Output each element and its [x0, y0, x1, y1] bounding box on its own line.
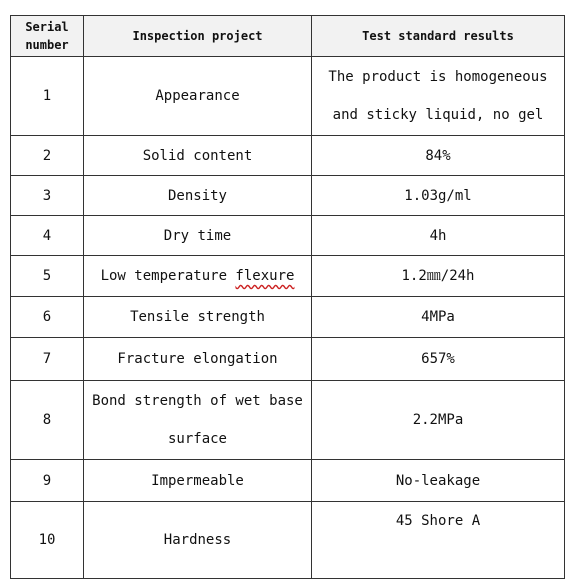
- serial-cell: 4: [11, 216, 84, 256]
- result-cell: The product is homogeneous and sticky liquid, no gel: [312, 57, 565, 136]
- table-row: [11, 136, 565, 176]
- table-row: [11, 460, 565, 502]
- project-cell: [84, 256, 312, 297]
- header-inspection-project: Inspection project: [84, 16, 312, 57]
- table-row: [11, 256, 565, 297]
- serial-cell: 10: [11, 502, 84, 579]
- table-row: [11, 502, 565, 579]
- project-cell: Hardness: [84, 502, 312, 579]
- result-cell: 1.2㎜/24h: [312, 256, 565, 297]
- serial-cell: 9: [11, 460, 84, 502]
- table-row: [11, 216, 565, 256]
- table-row: [11, 57, 565, 136]
- serial-cell: 5: [11, 256, 84, 297]
- result-cell: 45 Shore A: [312, 502, 565, 579]
- project-text: Low temperature: [100, 268, 236, 284]
- result-cell: 657%: [312, 338, 565, 381]
- project-cell: Appearance: [84, 57, 312, 136]
- result-cell: No-leakage: [312, 460, 565, 502]
- header-row: [11, 16, 565, 57]
- table-row: [11, 338, 565, 381]
- project-cell: Impermeable: [84, 460, 312, 502]
- project-cell: Dry time: [84, 216, 312, 256]
- project-cell: Density: [84, 176, 312, 216]
- result-cell: 4MPa: [312, 297, 565, 338]
- table-row: [11, 381, 565, 460]
- result-cell: 4h: [312, 216, 565, 256]
- serial-cell: 1: [11, 57, 84, 136]
- project-cell: Fracture elongation: [84, 338, 312, 381]
- spellcheck-flagged-word: flexure: [235, 268, 295, 284]
- serial-cell: 7: [11, 338, 84, 381]
- table-row: [11, 176, 565, 216]
- result-cell: 1.03g/ml: [312, 176, 565, 216]
- result-cell: 84%: [312, 136, 565, 176]
- project-cell: Bond strength of wet base surface: [84, 381, 312, 460]
- table-row: [11, 297, 565, 338]
- header-test-results: Test standard results: [312, 16, 565, 57]
- serial-cell: 3: [11, 176, 84, 216]
- serial-cell: 6: [11, 297, 84, 338]
- serial-cell: 8: [11, 381, 84, 460]
- project-cell: Solid content: [84, 136, 312, 176]
- project-cell: Tensile strength: [84, 297, 312, 338]
- result-cell: 2.2MPa: [312, 381, 565, 460]
- inspection-table: [10, 15, 565, 579]
- serial-cell: 2: [11, 136, 84, 176]
- header-serial: Serial number: [11, 16, 84, 57]
